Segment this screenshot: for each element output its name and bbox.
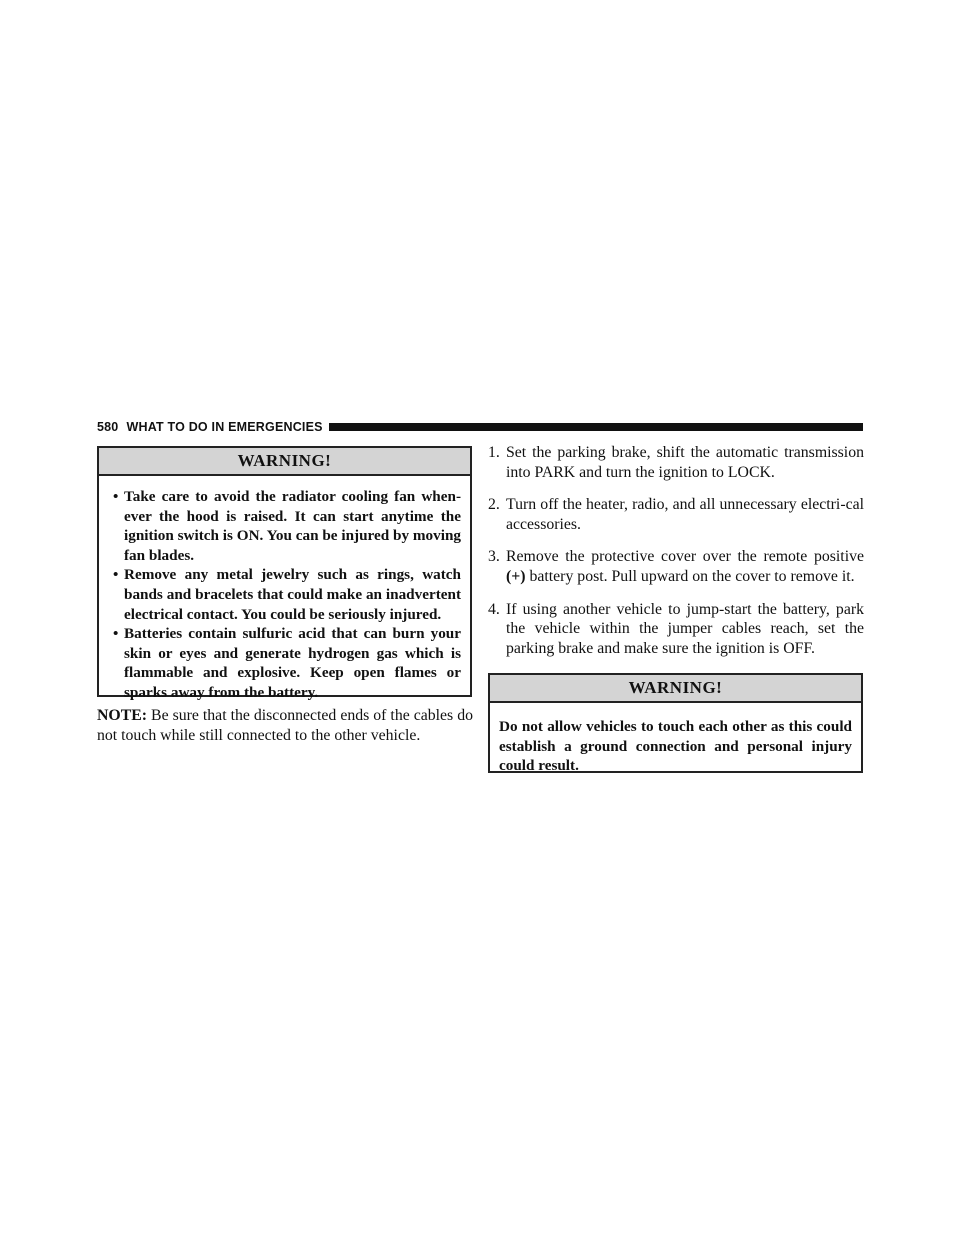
step-number: 2. — [488, 496, 500, 514]
warning-bullet-text: Batteries contain sulfuric acid that can burn your skin or eyes and generate hydrogen gas which is flammable and explosive. Keep open flames or sparks away from the battery. — [124, 625, 461, 701]
note-label: NOTE: — [97, 707, 148, 724]
note-paragraph — [97, 706, 473, 745]
positive-symbol: (+) — [506, 567, 526, 585]
step-text-before: Remove the protective cover over the remote positive — [506, 548, 864, 566]
warning-bullet-text: Take care to avoid the radiator cooling fan when-ever the hood is raised. It can start anytime the ignition switch is ON. You can be injured by moving fan blades. — [124, 488, 461, 564]
warning-body — [99, 476, 470, 703]
bullet-icon: • — [113, 625, 119, 643]
bullet-icon: • — [113, 566, 119, 584]
step-text: Turn off the heater, radio, and all unnecessary electri-cal accessories. — [506, 496, 864, 533]
warning-bullet — [115, 565, 461, 624]
warning-bullet — [115, 487, 461, 565]
warning-bullet-text: Remove any metal jewelry such as rings, watch bands and bracelets that could make an inadvertent electrical contact. You could be seriously injured. — [124, 566, 461, 623]
step-text: Set the parking brake, shift the automatic transmission into PARK and turn the ignition to LOCK. — [506, 444, 864, 481]
warning-box-vehicle-contact — [488, 673, 863, 773]
page-number: 580 — [97, 420, 119, 434]
section-title: WHAT TO DO IN EMERGENCIES — [126, 420, 323, 434]
step-text: If using another vehicle to jump-start the battery, park the vehicle within the jumper cables reach, set the parking brake and make sure the ignition is OFF. — [506, 600, 864, 657]
step-text — [506, 548, 864, 585]
step-item — [488, 600, 864, 659]
warning-body: Do not allow vehicles to touch each other as this could establish a ground connection and personal injury could result. — [499, 718, 852, 775]
steps-list — [488, 443, 864, 671]
warning-title: WARNING! — [490, 675, 861, 703]
step-item — [488, 495, 864, 534]
page-header — [97, 418, 863, 436]
warning-box-cooling-fan — [97, 446, 472, 701]
step-item — [488, 443, 864, 482]
step-number: 3. — [488, 548, 500, 566]
warning-title: WARNING! — [99, 448, 470, 476]
warning-bullet — [115, 624, 461, 702]
step-number: 1. — [488, 444, 500, 461]
step-item — [488, 547, 864, 586]
bullet-icon: • — [113, 488, 119, 505]
step-text-after: battery post. Pull upward on the cover to remove it. — [529, 567, 855, 585]
note-text: Be sure that the disconnected ends of the cables do not touch while still connected to the other vehicle. — [97, 707, 473, 744]
header-rule — [329, 423, 863, 431]
step-number: 4. — [488, 600, 500, 618]
